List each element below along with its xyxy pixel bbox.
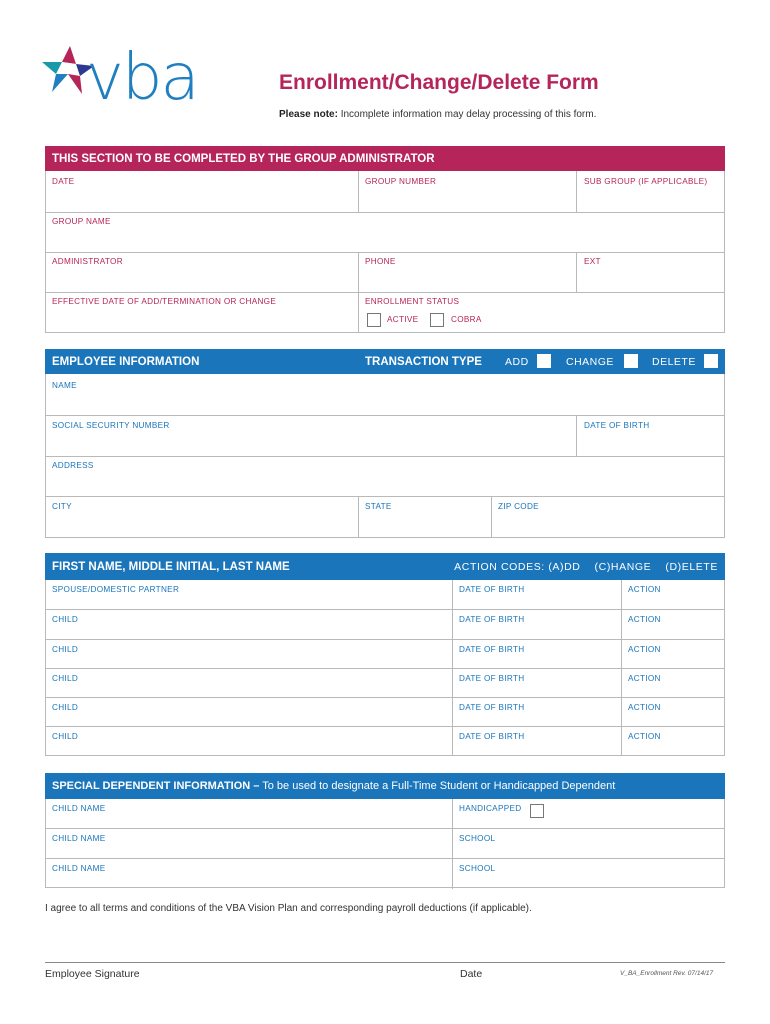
school-field[interactable]: SCHOOL	[459, 864, 496, 873]
change-label: CHANGE	[566, 355, 614, 368]
special-header-rest: To be used to designate a Full-Time Student or Handicapped Dependent	[259, 780, 616, 792]
dependent-action-field[interactable]: ACTION	[622, 610, 725, 640]
handicapped-checkbox[interactable]	[530, 804, 544, 818]
employee-dob-field[interactable]: DATE OF BIRTH	[577, 416, 725, 457]
phone-field[interactable]: PHONE	[359, 253, 577, 293]
employee-signature-label: Employee Signature	[45, 968, 140, 980]
school-field[interactable]: SCHOOL	[453, 829, 725, 859]
dependent-name-field[interactable]: CHILD	[45, 698, 453, 727]
special-child-name-field[interactable]: CHILD NAME	[45, 859, 453, 889]
form-title: Enrollment/Change/Delete Form	[279, 71, 599, 94]
cobra-checkbox[interactable]	[430, 313, 444, 327]
group-number-field[interactable]: GROUP NUMBER	[359, 171, 577, 213]
dependents-header-title: FIRST NAME, MIDDLE INITIAL, LAST NAME	[52, 560, 290, 573]
dependent-dob-field[interactable]: DATE OF BIRTH	[453, 669, 622, 698]
employee-name-field[interactable]: NAME	[45, 374, 725, 416]
special-section-header	[45, 773, 725, 799]
dependent-action-field[interactable]: ACTION	[622, 669, 725, 698]
zip-field[interactable]: ZIP CODE	[498, 502, 539, 511]
state-field[interactable]: STATE	[359, 497, 492, 538]
dependent-action-field[interactable]: ACTION	[628, 732, 661, 741]
special-child-name-field[interactable]: CHILD NAME	[45, 799, 453, 829]
dependent-name-field[interactable]: CHILD	[45, 669, 453, 698]
dependent-name-field[interactable]: CHILD	[45, 640, 453, 669]
special-header-bold: SPECIAL DEPENDENT INFORMATION –	[52, 780, 260, 792]
dependent-dob-field[interactable]: DATE OF BIRTH	[453, 727, 622, 756]
dependents-section-header	[45, 553, 725, 580]
form-note	[279, 109, 596, 120]
signature-line[interactable]	[45, 962, 725, 963]
note-bold: Please note:	[279, 109, 338, 120]
admin-section-header: THIS SECTION TO BE COMPLETED BY THE GROUP ADMINISTRATOR	[45, 146, 725, 171]
employee-header-title: EMPLOYEE INFORMATION	[52, 355, 200, 368]
city-field[interactable]: CITY	[45, 497, 359, 538]
add-checkbox[interactable]	[537, 354, 551, 368]
dependent-name-field[interactable]: CHILD	[45, 610, 453, 640]
dependent-dob-field[interactable]: DATE OF BIRTH	[453, 580, 622, 610]
dependent-dob-field[interactable]: DATE OF BIRTH	[453, 640, 622, 669]
agreement-text: I agree to all terms and conditions of the VBA Vision Plan and corresponding payroll deductions (if applicable).	[45, 903, 532, 914]
revision-label: V_BA_Enrollment Rev. 07/14/17	[620, 970, 714, 977]
dependent-action-field[interactable]: ACTION	[622, 698, 725, 727]
ssn-field[interactable]: SOCIAL SECURITY NUMBER	[45, 416, 577, 457]
add-label: ADD	[505, 355, 529, 368]
delete-checkbox[interactable]	[704, 354, 718, 368]
vba-logo	[42, 41, 242, 124]
active-checkbox[interactable]	[367, 313, 381, 327]
change-checkbox[interactable]	[624, 354, 638, 368]
action-codes-label: ACTION CODES: (A)DD (C)HANGE (D)ELETE	[454, 560, 718, 573]
enrollment-status-field: ENROLLMENT STATUS ACTIVE COBRA	[359, 293, 725, 333]
employee-section-header	[45, 349, 725, 374]
note-text: Incomplete information may delay processing of this form.	[337, 109, 597, 120]
address-field[interactable]: ADDRESS	[45, 457, 725, 497]
delete-label: DELETE	[652, 355, 696, 368]
date-field[interactable]: DATE	[45, 171, 359, 213]
handicapped-field[interactable]: HANDICAPPED	[453, 799, 725, 829]
dependent-dob-field[interactable]: DATE OF BIRTH	[453, 698, 622, 727]
dependent-dob-field[interactable]: DATE OF BIRTH	[453, 610, 622, 640]
dependent-name-field[interactable]: SPOUSE/DOMESTIC PARTNER	[45, 580, 453, 610]
signature-date-label: Date	[460, 968, 483, 980]
dependent-action-field[interactable]: ACTION	[622, 640, 725, 669]
ext-field[interactable]: EXT	[577, 253, 725, 293]
transaction-type-label: TRANSACTION TYPE	[365, 355, 482, 368]
dependent-name-field[interactable]: CHILD	[45, 727, 453, 756]
special-child-name-field[interactable]: CHILD NAME	[45, 829, 453, 859]
group-name-field[interactable]: GROUP NAME	[45, 213, 725, 253]
sub-group-field[interactable]: SUB GROUP (IF APPLICABLE)	[577, 171, 725, 213]
effective-date-field[interactable]: EFFECTIVE DATE OF ADD/TERMINATION OR CHANGE	[45, 293, 359, 333]
administrator-field[interactable]: ADMINISTRATOR	[45, 253, 359, 293]
dependent-action-field[interactable]: ACTION	[622, 580, 725, 610]
logo-wordmark: vba	[86, 41, 198, 115]
